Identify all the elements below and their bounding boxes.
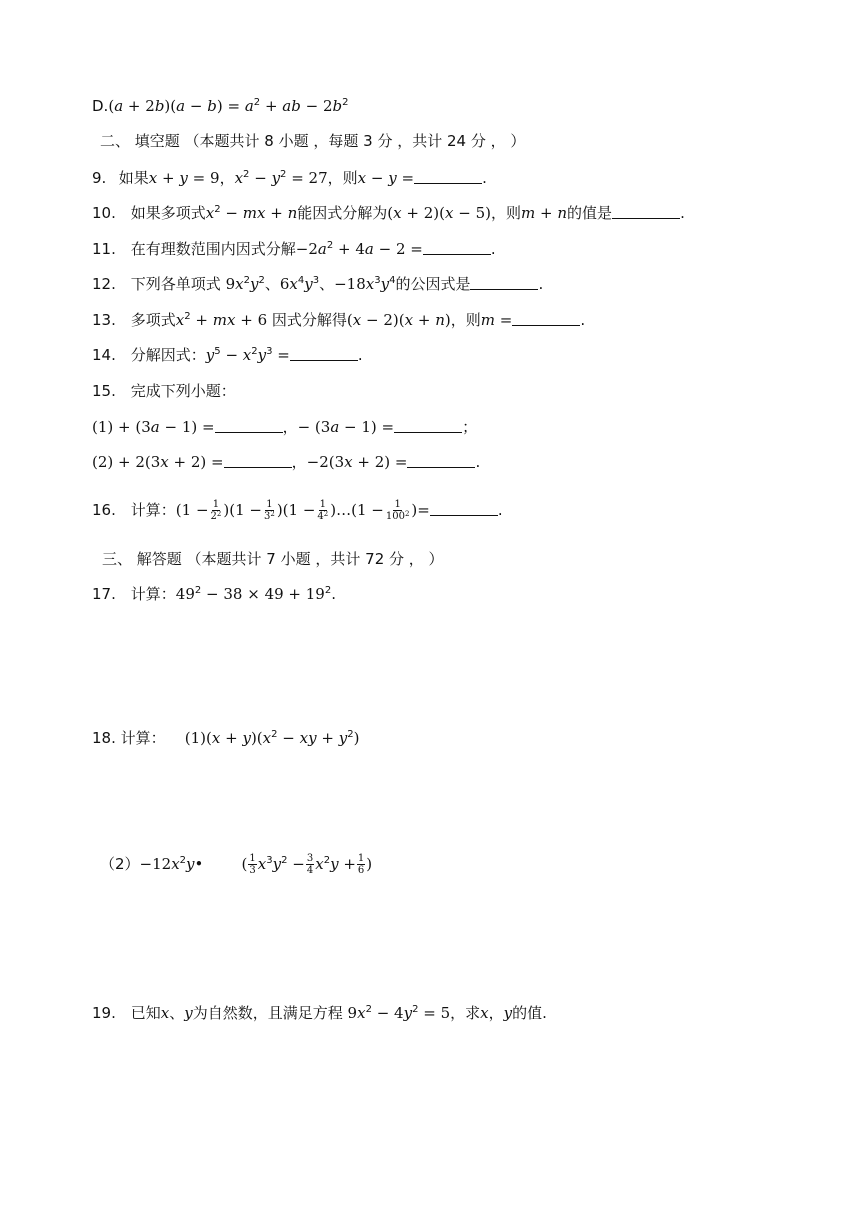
question-18: 18. 计算： $(1)(x + y)(x^2$ − xy + $y^2$)	[92, 729, 360, 747]
answer-blank	[224, 453, 292, 468]
fraction: $\frac{1}{3}$	[249, 853, 256, 876]
question-number: 16.	[92, 501, 116, 519]
question-number: 19.	[92, 1004, 116, 1022]
question-number: 9.	[92, 169, 107, 187]
fraction: $\frac{1}{100^2}$	[385, 499, 410, 522]
answer-blank	[512, 311, 580, 326]
question-number: 13.	[92, 311, 116, 329]
question-number: 10.	[92, 204, 116, 222]
question-10: 10. 如果多项式$x^2$ − mx + n能因式分解为(x + 2)(x − 5)，则m + n的值是 .	[92, 204, 685, 222]
answer-blank	[612, 204, 680, 219]
option-d-label: D.	[92, 97, 109, 115]
question-15-part-2: (2) + 2(3x + 2) = ，−2(3x + 2) = .	[92, 453, 481, 471]
fraction: $\frac{3}{4}$	[306, 853, 314, 876]
answer-blank	[423, 240, 491, 255]
section-2-header: 二、 填空题 （本题共计 8 小题 ，每题 3 分 ，共计 24 分 ， ）	[100, 132, 526, 150]
question-number: 11.	[92, 240, 116, 258]
question-16: 16. 计算：(1 − $\frac{1}{2^2}$ )(1 − $\frac{1}{3^2}$ )(1 − $\frac{1}{4^2}$ )…(1 − $\frac{1}{100^2}$ )= .	[92, 496, 503, 524]
fraction: $\frac{1}{6}$	[357, 853, 365, 876]
section-3-header: 三、 解答题 （本题共计 7 小题 ，共计 72 分 ， ）	[102, 550, 444, 568]
question-number: 15.	[92, 382, 116, 400]
answer-blank	[414, 169, 482, 184]
question-number: 17.	[92, 585, 116, 603]
answer-blank	[290, 346, 358, 361]
fraction: $\frac{1}{2^2}$	[210, 499, 222, 522]
question-15-part-1: (1) + (3a − 1) = ，− (3a − 1) = ；	[92, 418, 478, 436]
fraction: $\frac{1}{4^2}$	[317, 499, 329, 522]
answer-blank	[430, 501, 498, 516]
question-number: 12.	[92, 275, 116, 293]
question-12: 12. 下列各单项式 $9x^2y^2$、$6x^4y^3$、$-18x^3y^4$的公因式是 .	[92, 275, 544, 293]
answer-blank	[407, 453, 475, 468]
question-13: 13. 多项式$x^2$ + mx + 6 因式分解得(x − 2)(x + n)，则m = .	[92, 311, 586, 329]
question-9: 9. 如果x + y = 9，$x^2 - y^2 = 27$，则x − y = .	[92, 169, 487, 187]
question-18-part-2: $(2)-12x^2y•$ ( $\frac{1}{3}$ $x^3y^2$ − $\frac{3}{4}$ $x^2y$ + $\frac{1}{6}$ )	[100, 853, 373, 876]
answer-blank	[394, 418, 462, 433]
question-number: 18.	[92, 729, 116, 747]
question-19: 19. 已知x、y为自然数，且满足方程 $9x^2 - 4y^2 = 5$，求x，y的值.	[92, 1004, 547, 1022]
question-11: 11. 在有理数范围内因式分解$-2a^2 + 4a - 2$ = .	[92, 240, 496, 258]
question-14: 14. 分解因式：$y^5 - x^2y^3$ = .	[92, 346, 363, 364]
answer-blank	[215, 418, 283, 433]
question-number: 14.	[92, 346, 116, 364]
question-17: 17. 计算：$49^2 - 38 \times 49 + 19^2$.	[92, 585, 337, 603]
question-15: 15. 完成下列小题：	[92, 382, 236, 400]
option-d: $D.(a + 2b)(a - b) = a^2$ + ab − $2b^2$	[92, 97, 349, 115]
answer-blank	[470, 275, 538, 290]
fraction: $\frac{1}{3^2}$	[263, 499, 275, 522]
